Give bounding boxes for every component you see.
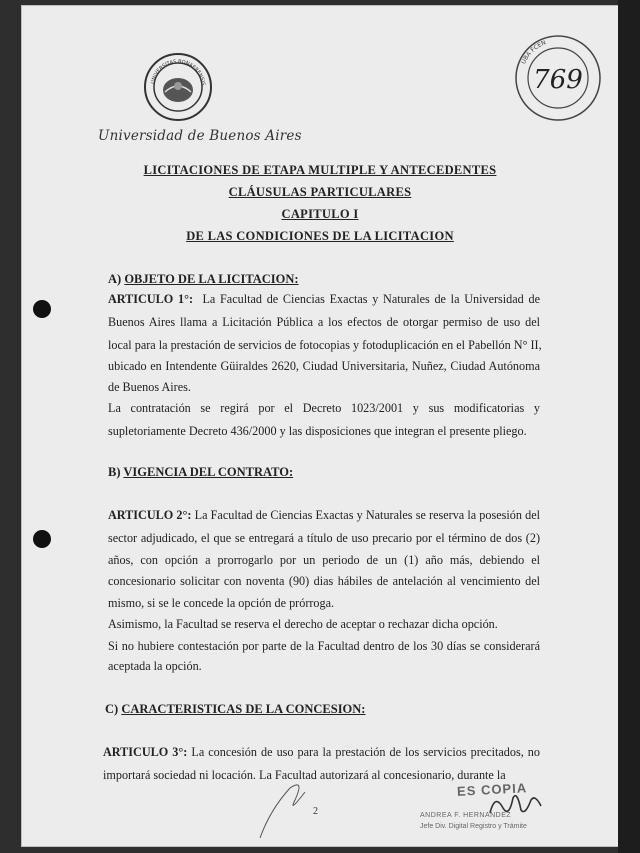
copy-stamp-role: Jefe Div. Digital Registro y Trámite (420, 823, 527, 830)
scan-edge (618, 0, 640, 853)
article-1-line: de Buenos Aires. (108, 380, 191, 394)
article-1-line: ARTICULO 1°: La Facultad de Ciencias Exactas y Naturales de la Universidad de (108, 292, 540, 306)
section-b-heading: B) VIGENCIA DEL CONTRATO: (108, 465, 294, 479)
article-3-label: ARTICULO 3°: (103, 745, 188, 759)
svg-text:UBA FCEN: UBA FCEN (520, 39, 548, 66)
article-2-line: ARTICULO 2°: La Facultad de Ciencias Exactas y Naturales se reserva la posesión del (108, 508, 541, 522)
folio-stamp-icon (512, 32, 604, 124)
heading-conditions: DE LAS CONDICIONES DE LA LICITACION (186, 229, 454, 243)
copy-stamp-name: ANDREA F. HERNANDEZ (420, 812, 512, 819)
article-2-line: sector adjudicado, el que se entregará a título de uso precario por el término de dos (2) (108, 531, 540, 545)
article-2-label: ARTICULO 2°: (108, 508, 192, 522)
heading-clauses: CLÁUSULAS PARTICULARES (228, 185, 412, 199)
article-2-line: años, con opción a prorrogarlo por un periodo de un (1) año más, debiendo el (108, 553, 540, 567)
article-1-line: ubicado en Intendente Güiraldes 2620, Ciudad Universitaria, Nuñez, Ciudad Autónoma (108, 359, 540, 373)
article-2-line: Asimismo, la Facultad se reserva el derecho de aceptar o rechazar dicha opción. (108, 617, 498, 631)
folio-number: 769 (533, 65, 583, 95)
svg-text:UNIVERSITAS BONAERENSIS: UNIVERSITAS BONAERENSIS (150, 58, 206, 86)
university-name: Universidad de Buenos Aires (98, 128, 302, 144)
article-1-label: ARTICULO 1°: (108, 292, 194, 306)
section-c-heading: C) CARACTERISTICAS DE LA CONCESION: (105, 702, 366, 716)
article-2-line: aceptada la opción. (108, 659, 202, 673)
article-1-line: supletoriamente Decreto 436/2000 y las disposiciones que integran el presente pliego. (108, 424, 527, 438)
article-2-line: concesionario solicitar con noventa (90) dias hábiles de antelación al vencimiento del (108, 574, 540, 588)
article-1-line: local para la prestación de servicios de fotocopias y fotoduplicación en el Pabellón N° II, (108, 338, 542, 352)
university-seal-icon (143, 52, 213, 122)
heading-title: LICITACIONES DE ETAPA MULTIPLE Y ANTECEDENTES (143, 163, 497, 177)
copy-stamp (420, 780, 605, 840)
punch-hole (33, 300, 51, 318)
article-2-line: Si no hubiere contestación por parte de la Facultad dentro de los 30 días se considerará (108, 639, 540, 653)
page-number: 2 (313, 806, 318, 817)
section-a-heading: A) OBJETO DE LA LICITACION: (108, 272, 299, 286)
heading-chapter: CAPITULO I (281, 207, 359, 221)
handwritten-scribble-icon (250, 780, 330, 840)
punch-hole (33, 530, 51, 548)
article-3-line: ARTICULO 3°: La concesión de uso para la prestación de los servicios precitados, no (103, 745, 540, 759)
article-2-line: mismo, si se le concede la opción de prórroga. (108, 596, 335, 610)
article-3-line: importará sociedad ni locación. La Facultad autorizará al concesionario, durante la (103, 768, 506, 782)
article-1-line: La contratación se regirá por el Decreto 1023/2001 y sus modificatorias y (108, 401, 540, 415)
copy-stamp-title: ES COPIA (456, 780, 528, 799)
article-1-line: Buenos Aires llama a Licitación Pública a los efectos de otorgar permiso de uso del (108, 315, 540, 329)
